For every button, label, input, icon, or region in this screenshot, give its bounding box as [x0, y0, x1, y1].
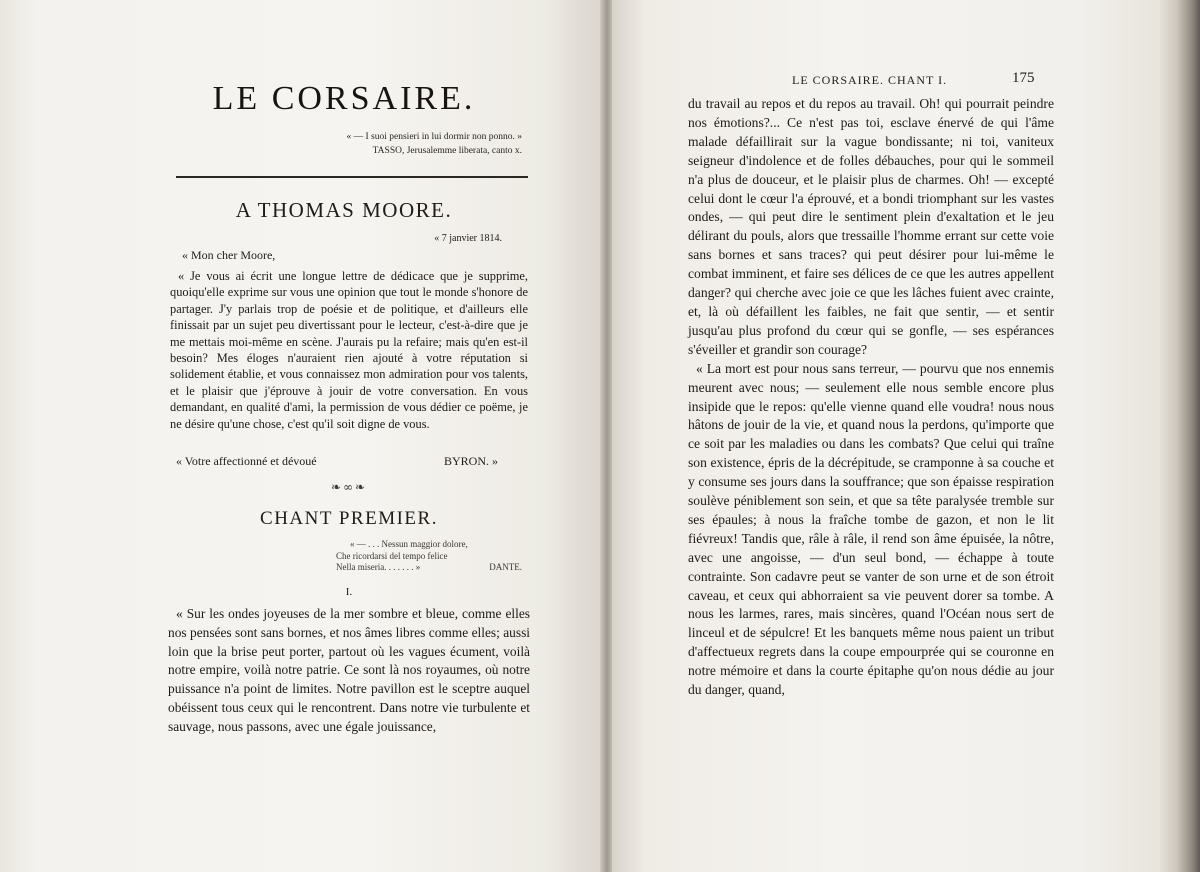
poem-text: « Sur les ondes joyeuses de la mer sombre et bleue, comme elles nos pensées sont sans bornes, et nos âmes libres comme elles; aussi loin que la brise peut porter, partout où les vagues écument, voilà notre empire, voilà notre patrie. Ce sont là nos royaumes, où notre puissance n'a point de limites. Notre pavillon est le sceptre auquel obéissent tous ceux qui le rencontrent. Dans notre vie turbulente et sauvage, nous passons, avec une égale jouissance, — [168, 606, 530, 734]
closing: « Votre affectionné et dévoué — [176, 454, 317, 468]
chant-epigraph-line-3: Nella miseria. . . . . . . » — [336, 562, 421, 572]
page-title: LE CORSAIRE. — [212, 80, 476, 117]
running-head: LE CORSAIRE. CHANT I. — [792, 73, 948, 87]
date-line — [170, 233, 502, 244]
letter-text: « Je vous ai écrit une longue lettre de dédicace que je supprime, quoiqu'elle exprime sur vous une opinion que tout le monde s'honore de partager. J'y parlais trop de poésie et de politique, et d'ailleurs elle finissait par un sujet peu divertissant pour le lecteur, c'est-à-dire que je me mettais moi-même en scène. J'aurais pu la refaire; mais qu'en est-il besoin? Mes éloges n'auraient rien ajouté à votre réputation si solidement établie, et vous connaissez mon admiration pour vos talents, et le plaisir que j'éprouve à jouir de votre conversation. En vous demandant, en qualité d'ami, la permission de vous dédier ce poëme, je ne désire qu'une chose, c'est qu'il soit digne de vous. — [170, 269, 528, 431]
ornament-block — [170, 480, 528, 494]
right-text-block — [688, 95, 1054, 700]
chant-title: CHANT PREMIER. — [260, 508, 438, 529]
chant-epigraph-author: DANTE. — [489, 562, 522, 572]
chant-epigraph — [336, 539, 522, 574]
chant-title-block — [170, 508, 528, 530]
poem-block — [168, 605, 530, 737]
epigraph-line-2: TASSO, Jerusalemme liberata, canto x. — [372, 146, 522, 156]
paragraph-1: du travail au repos et du repos au travail. Oh! qui pourrait peindre nos émotions?... Ce n'est pas toi, esclave énervé de qui l'âme malade défaillirait sur la vague bondissante; ni toi, vaniteux seigneur d'indolence et de folles débauches, pour qui le sommeil n'a plus de douceur, et le plaisir plus de charmes. Oh! — excepté celui dont le cœur l'a éprouvé, et a bondi triomphant sur les vastes ondes, — qui peut dire le sentiment plein d'exaltation et le jeu délirant du pouls, alors que tressaille l'homme errant sur cette voie sans bornes et sans traces? qui peut désirer pour lui-même le combat imminent, et faire ses délices de ce que les autres appellent danger? qui cherche avec joie ce que les lâches fuient avec crainte, et, là où défaillent les faibles, ne fait que sentir, — et sentir jusqu'au plus profond du cœur qui se gonfle, — ses espérances s'éveiller et grandir son courage? — [688, 96, 1054, 357]
letter-block — [170, 268, 528, 432]
section-number-block — [170, 586, 528, 598]
epigraph-line-1: « — I suoi pensieri in lui dormir non ponno. » — [346, 132, 522, 142]
section-number: I. — [345, 586, 353, 598]
title-rule — [176, 176, 528, 178]
signature-line — [176, 454, 498, 469]
title-block — [158, 80, 530, 118]
ornament: ❧∞❧ — [330, 480, 368, 494]
page-number: 175 — [1012, 70, 1035, 86]
dedication-block — [158, 198, 530, 223]
signature: BYRON. » — [443, 454, 498, 468]
salutation: « Mon cher Moore, — [182, 248, 276, 262]
chant-epigraph-line-2: Che ricordarsi del tempo felice — [336, 550, 448, 561]
epigraph — [200, 130, 522, 158]
paragraph-2: « La mort est pour nous sans terreur, — pourvu que nos ennemis meurent avec nous; — seulement elle nous semble encore plus insipide que le repos: qu'elle vienne quand elle voudra! nous nous hâtons de jouir de la vie, et quand nous la perdons, qu'importe que ce soit par les maladies ou dans les combats? Que celui qui traîne son existence, épris de la décrépitude, se cramponne à sa couche et y consume ses jours dans la souffrance; que son épaisse respiration soulève péniblement son sein, et que sa tête paralysée tremble sur ses épaules; à nous la fraîche tombe de gazon, et non le lit fiévreux! Tandis que, râle à râle, il rend son âme épuisée, la nôtre, avec une angoisse, — d'un seul bond, — échappe à toute contrainte. Son cadavre peut se vanter de son urne et de son étroit caveau, et ceux qui abhorraient sa vie peuvent dorer sa tombe. A nous les larmes, rares, mais sincères, quand l'Océan nous sert de linceul et de sépulcre! Et les banquets même nous paient un tribut d'affectueux regrets dans la coupe empourprée qui se couronne en notre mémoire et dans la courte épitaphe qu'on nous dédie au jour du danger, quand, — [688, 360, 1054, 698]
page-edges — [1160, 0, 1200, 872]
letter-date: « 7 janvier 1814. — [434, 233, 502, 244]
chant-epigraph-line-1: « — . . . Nessun maggior dolore, — [350, 539, 468, 549]
right-page — [612, 0, 1160, 872]
dedication-title: A THOMAS MOORE. — [235, 198, 453, 222]
